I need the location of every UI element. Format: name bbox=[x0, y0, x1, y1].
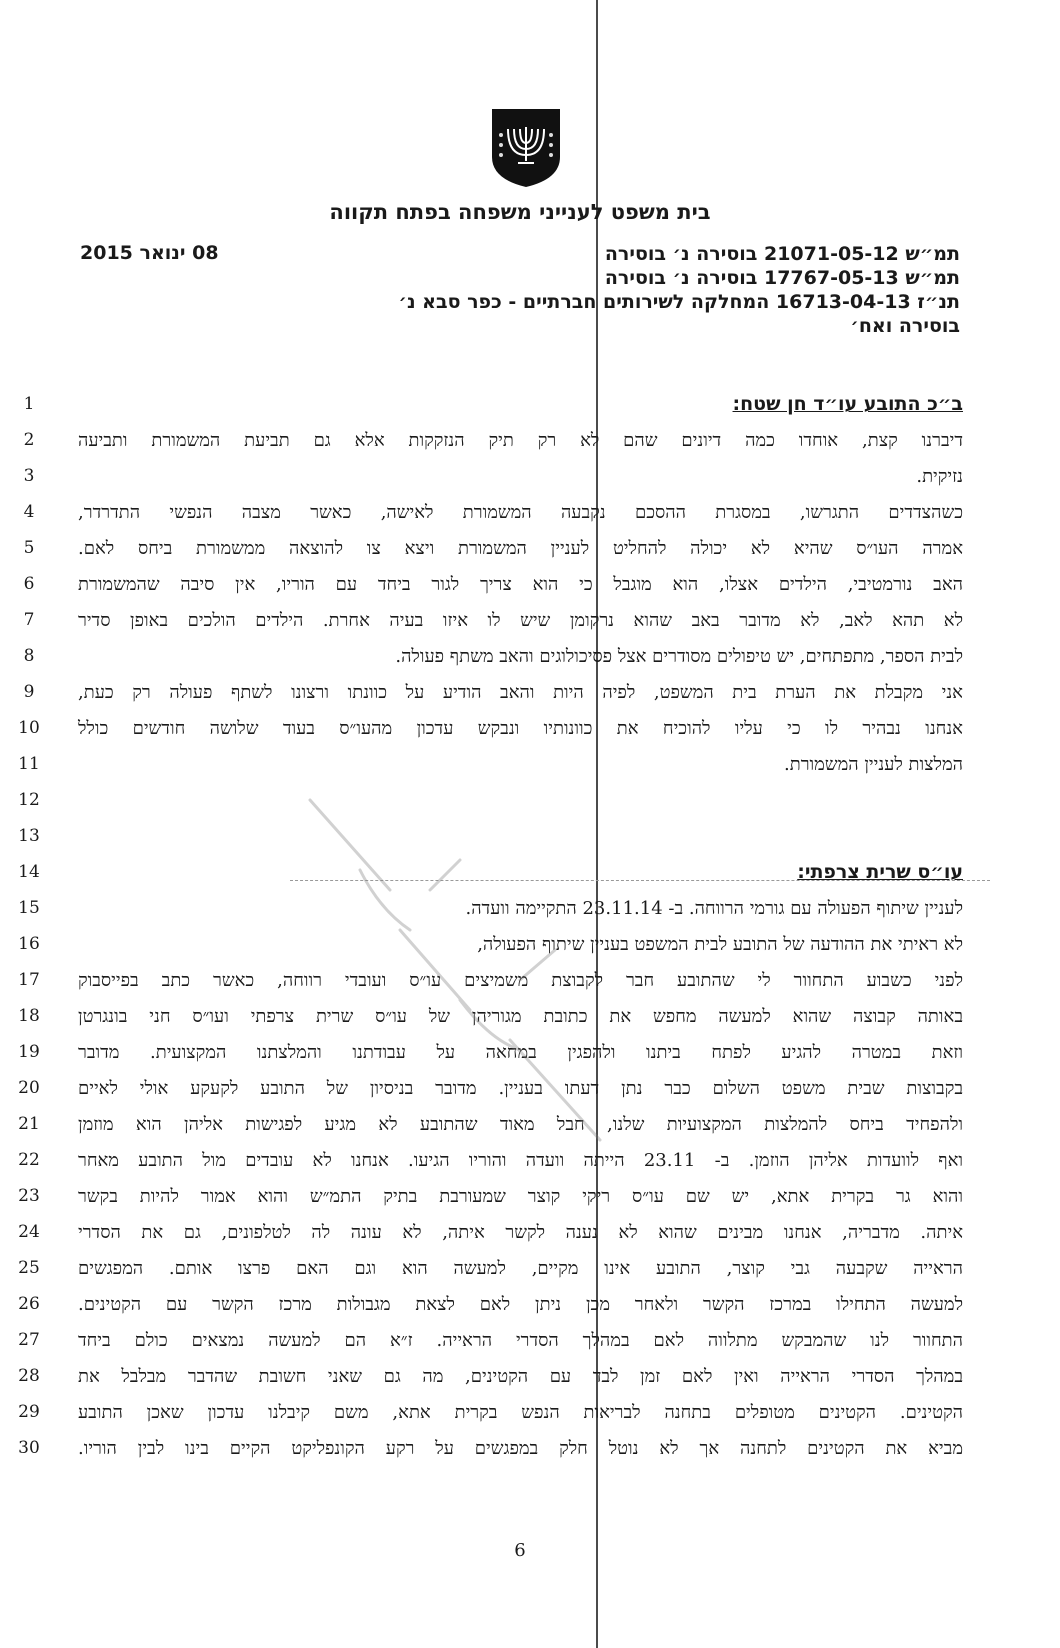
text-line: וזאת במטרה להגיע לפתח ביתנו ולהפגין במחאה על עבודתנו והמלצתנו המקצועית. מדובר bbox=[78, 1042, 963, 1063]
text-line: אמרה העו״ס שהיא לא יכולה להחליט לעניין המשמורת ויצא צו להוצאה ממשמורת ביחס לאם. bbox=[78, 538, 963, 559]
line-number: 22 bbox=[18, 1150, 40, 1170]
line-number: 1 bbox=[23, 394, 35, 414]
text-line: בקבוצות שבית משפט השלום כבר נתן דעתו בעניין. מדובר בניסיון של התובע לקעקע אולי לאיים bbox=[78, 1078, 964, 1099]
line-number: 5 bbox=[23, 538, 35, 558]
text-line: דיברנו קצת, אוחדו כמה דיונים שהם לא רק תיק הנזקקות אלא גם תביעת המשמורת ותביעה bbox=[78, 430, 963, 451]
text-line: באותה קבוצה שהוא למעשה מחפש את כתובת מגוריהן של עו״ס שרית צרפתי ועו״ס חני בונגרטן bbox=[78, 1006, 963, 1027]
line-number: 30 bbox=[18, 1438, 40, 1458]
text-line: המלצות לעניין המשמורת. bbox=[784, 754, 963, 775]
page-number: 6 bbox=[514, 1540, 526, 1561]
case-line: תמ״ש 21071-05-12 בוסירה נ׳ בוסירה bbox=[604, 243, 960, 265]
line-number: 12 bbox=[18, 790, 40, 810]
text-line: לא ראיתי את ההודעה של התובע לבית המשפט בעניין שיתוף הפעולה, bbox=[477, 934, 963, 955]
text-line: אנחנו נבהיר לו כי עליו להוכיח את כוונותיו ונבקש עדכון מהעו״ס בעוד שלושה חודשים כולל bbox=[78, 718, 963, 739]
text-line: ולהפחיד ביחס להמלצות המקצועיות שלנו, חבל מאוד שהתובע לא מגיע לפגישות אליהן הוא מוזמן bbox=[78, 1114, 963, 1135]
line-number: 15 bbox=[18, 898, 40, 918]
text-line: לעניין שיתוף הפעולה עם גורמי הרווחה. ב- 23.11.14 התקיימה וועדה. bbox=[465, 898, 963, 919]
line-number: 25 bbox=[18, 1258, 40, 1278]
text-line: לפני כשבוע התחוור לי שהתובע חבר לקבוצת משמיצים עו״ס ועובדי רווחה, כאשר כתב בפייסבוק bbox=[78, 970, 963, 991]
line-number: 21 bbox=[18, 1114, 40, 1134]
line-numbers bbox=[0, 0, 60, 1648]
line-number: 10 bbox=[18, 718, 40, 738]
text-line: אני מקבלת את הערת בית המשפט, לפיה היות והאב הודיע על כוונתו ורצונו לשתף פעולה רק כעת, bbox=[78, 682, 963, 703]
text-line: איתה. מדבריה, אנחנו מבינים שהוא לא נענה לקשר איתה, לא עונה לה לטלפונים, גם את הסדרי bbox=[78, 1222, 963, 1243]
court-title: בית משפט לענייני משפחה בפתח תקווה bbox=[329, 200, 711, 224]
line-number: 13 bbox=[18, 826, 40, 846]
case-numbers bbox=[240, 242, 960, 338]
line-number: 7 bbox=[23, 610, 35, 630]
line-number: 6 bbox=[23, 574, 35, 594]
line-number: 26 bbox=[18, 1294, 40, 1314]
text-line: כשהצדדים התגרשו, במסגרת ההסכם נקבעה המשמורת לאישה, כאשר מצבה הנפשי התדרדר, bbox=[78, 502, 963, 523]
section-heading: עו״ס שרית צרפתי: bbox=[797, 861, 963, 883]
text-line: מביא את הקטינים לתחנה אך לא נוטל חלק במפגשים על רקע הקונפליקט הקיים בינו לבין הוריו. bbox=[78, 1438, 963, 1459]
text-line: התחוור לנו שהמבקש מתלווה לאם במהלך הסדרי הראייה. ז״א הם למעשה נמצאים כולם ביחד bbox=[78, 1330, 963, 1351]
text-line: למעשה התחילו במרכז הקשר ולאחר מכן ניתן לאם לצאת מגבולות מרכז הקשר עם הקטינים. bbox=[78, 1294, 963, 1315]
line-number: 28 bbox=[18, 1366, 40, 1386]
line-number: 11 bbox=[18, 754, 40, 774]
line-number: 9 bbox=[23, 682, 35, 702]
line-number: 29 bbox=[18, 1402, 40, 1422]
case-line: תמ״ש 17767-05-13 בוסירה נ׳ בוסירה bbox=[604, 267, 960, 289]
text-line: הקטינים. הקטינים מטופלים בתחנה לבריאות הנפש בקרית אתא, משם קיבלנו עדכון שאכן התובע bbox=[78, 1402, 963, 1423]
line-number: 16 bbox=[18, 934, 40, 954]
line-number: 8 bbox=[23, 646, 35, 666]
section-heading: ב״כ התובע עו״ד חן שטח: bbox=[732, 393, 963, 415]
text-line: האב נורמטיבי, הילדים אצלו, הוא מוגבל כי הוא צריך לגור ביחד עם הוריו, אין סיבה שהמשמורת bbox=[78, 574, 963, 595]
case-line: תנ״ז 16713-04-13 המחלקה לשירותים חברתיים - כפר סבא נ׳ bbox=[398, 291, 960, 313]
text-line: במהלך הסדרי הראייה ואין לאם זמן לבד עם הקטינים, מה גם שאני חשובת שהדבר מבלבל את bbox=[78, 1366, 963, 1387]
text-line: ואף לוועדות אליהן הוזמן. ב- 23.11 הייתה וועדה והוריו הגיעו. אנחנו לא עובדים מול התובע מאחר bbox=[78, 1150, 963, 1171]
text-line: והוא גר בקרית אתא, יש שם עו״ס ריקי קוצר שמעורבת בתיק התמ״ש והוא אמור להיות בקשר bbox=[78, 1186, 963, 1207]
line-number: 3 bbox=[23, 466, 35, 486]
line-number: 17 bbox=[18, 970, 40, 990]
text-line: לא תהא לאב, לא מדובר באב שהוא נרקומן שיש לו איזו בעיה אחרת. הילדים הולכים באופן סדיר bbox=[78, 610, 963, 631]
line-number: 23 bbox=[18, 1186, 40, 1206]
line-number: 14 bbox=[18, 862, 40, 882]
line-number: 18 bbox=[18, 1006, 40, 1026]
hearing-date: 08 ינואר 2015 bbox=[80, 242, 219, 264]
line-number: 4 bbox=[23, 502, 35, 522]
line-number: 19 bbox=[18, 1042, 40, 1062]
line-number: 20 bbox=[18, 1078, 40, 1098]
line-number: 2 bbox=[23, 430, 35, 450]
case-line: בוסירה ואח׳ bbox=[850, 315, 960, 337]
text-line: נזיקית. bbox=[916, 466, 963, 487]
line-number: 24 bbox=[18, 1222, 40, 1242]
state-emblem-icon bbox=[488, 105, 564, 189]
text-line: הראייה שקבעה גבי קוצר, התובע אינו מקיים, למעשה הוא וגם האם פרצו אותם. המפגשים bbox=[78, 1258, 963, 1279]
line-number: 27 bbox=[18, 1330, 40, 1350]
text-line: לבית הספר, מתפתחים, יש טיפולים מסודרים אצל פסיכולוגים והאב משתף פעולה. bbox=[395, 646, 963, 667]
